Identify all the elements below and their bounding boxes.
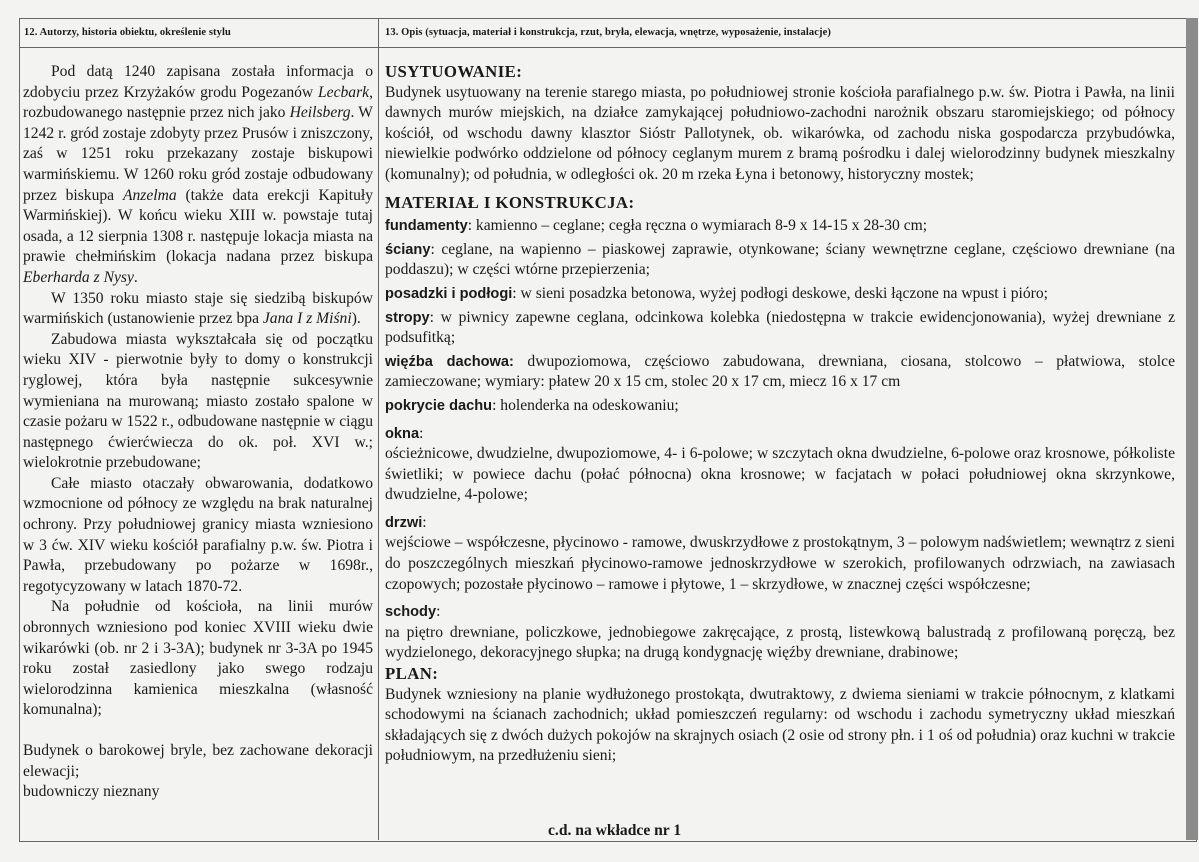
history-paragraph-2: W 1350 roku miasto staje się siedzibą biskupów warmińskich (ustanowienie przez bpa Jana I z Miśni). [23, 289, 373, 328]
material-heading: MATERIAŁ I KONSTRUKCJA: [385, 192, 635, 212]
schody-label: schody: [385, 603, 441, 621]
okna-text: ościeżnicowe, dwudzielne, dwupoziomowe, 4- i 6-polowe; w szczytach okna dwudzielne, 6-polowe oraz krosnowe, półkoliste świetliki; w powiece dachu (połać północna) okna krosnowe; w facjatach w połaci południowej okna skrzynkowe, dwudzielne, 4-polowe; [385, 445, 1175, 504]
column-divider [378, 18, 379, 840]
plan-heading: PLAN: [385, 664, 439, 684]
history-paragraph-1: Pod datą 1240 zapisana została informacja o zdobyciu przez Krzyżaków grodu Pogezanów Lecbark, rozbudowanego następnie przez nich jako Heilsberg. W 1242 r. gród zostaje zdobyty przez Prusów i zniszczony, zaś w 1251 roku przekazany zostaje biskupowi warmińskiemu. W 1260 roku gród zostaje odbudowany przez biskupa Anzelma (także data erekcji Kapituły Warmińskiej). W końcu wieku XIII w. powstaje tutaj osada, a 12 sierpnia 1308 r. następuje lokacja miasta na prawie chełmińskim (lokacja nadana przez biskupa Eberharda z Nysy. [23, 63, 374, 286]
material-item: pokrycie dachu: holenderka na odeskowaniu; [385, 396, 679, 414]
plan-text: Budynek wzniesiony na planie wydłużonego prostokąta, dwutraktowy, z dwiema sieniami w trakcie północnym, z klatkami schodowymi na ścianach zachodnich; układ pomieszczeń regularny: od wschodu i zachodu symetryczny układ mieszkań składających się z dwóch dużych pokojów na skrajnych osiach (2 osie od strony płn. i 1 oś od południa) oraz kuchni w trakcie południowym, na przedłużeniu sieni; [385, 685, 1175, 765]
history-paragraph-3: Zabudowa miasta wykształcała się od początku wieku XIV - pierwotnie były to domy o konstrukcji ryglowej, która była następnie sukcesywnie wymieniana na murowaną; miasto zostało spalone w czasie pożaru w 1522 r., odbudowane następnie w ciągu następnego ćwierćwiecza do ok. poł. XVI w.; wielokrotnie przebudowane; [23, 330, 373, 472]
history-paragraph-4: Całe miasto otaczały obwarowania, dodatkowo wzmocnione od północy ze względu na brak naturalnej ochrony. Przy południowej granicy miasta wzniesiono w 3 ćw. XIV wieku kościół parafialny p.w. św. Piotra i Pawła, przebudowany po pożarze w 1698r., regotycyzowany w latach 1870-72. [23, 474, 373, 595]
section-12-header: 12. Autorzy, historia obiektu, określenie stylu [24, 27, 231, 38]
description-column [385, 62, 1175, 767]
continued-note: c.d. na wkładce nr 1 [548, 822, 682, 839]
drzwi-text: wejściowe – współczesne, płycinowo - ramowe, dwuskrzydłowe z prostokątnym, 3 – polowym nadświetlem; wewnątrz z sieni do poszczególnych mieszkań płycinowo-ramowe jednoskrzydłowe w szerokich, profilowanych odrzwiach, na zawiasach czopowych; pozostałe płycinowo – ramowe i płytowe, 1 – skrzydłowe, w znacznej części współczesne; [385, 534, 1175, 593]
scan-edge [1186, 18, 1198, 840]
usytuowanie-text: Budynek usytuowany na terenie starego miasta, po południowej stronie kościoła parafialnego p.w. św. Piotra i Pawła, na linii dawnych murów miejskich, na działce zamykającej południowo-zachodni narożnik obszaru staromiejskiego; od północy kościół, od wschodu dawny klasztor Sióstr Pallotynek, ob. wikarówka, od zachodu niska gospodarcza przybudówka, niewielkie podwórko oddzielone od północy ceglanym murem z bramą pośrodku i dalej wielorodzinny budynek mieszkalny (komunalny); od południa, w odległości ok. 20 m rzeka Łyna i betonowy, historyczny mostek; [385, 83, 1175, 183]
material-item: fundamenty: kamienno – ceglane; cegła ręczna o wymiarach 8-9 x 14-15 x 28-30 cm; [385, 217, 928, 235]
material-item: więźba dachowa: dwupoziomowa, częściowo zabudowana, drewniana, ciosana, stolcowo – płatwiowa, stolce zamieczowane; wymiary: płatew 20 x 15 cm, stolec 20 x 17 cm, miecz 16 x 17 cm [385, 352, 1175, 391]
okna-label: okna: [385, 424, 424, 442]
drzwi-label: drzwi: [385, 513, 427, 531]
material-item: posadzki i podłogi: w sieni posadzka betonowa, wyżej podłogi deskowe, deski łączone na wpust i pióro; [385, 284, 1048, 302]
history-column [23, 62, 373, 803]
section-13-header: 13. Opis (sytuacja, materiał i konstrukcja, rzut, bryła, elewacja, wnętrze, wyposażenie, instalacje) [385, 27, 831, 38]
material-item: ściany: ceglane, na wapienno – piaskowej zaprawie, otynkowane; ściany wewnętrzne ceglane, częściowo drewniane (na poddaszu); w części wtórne przepierzenia; [385, 240, 1175, 279]
architect-note: budowniczy nieznany [23, 783, 160, 801]
history-paragraph-5: Na południe od kościoła, na linii murów obronnych wzniesiono pod koniec XVIII wieku dwie wikarówki (ob. nr 2 i 3-3A); budynek nr 3-3A po 1945 roku został zasiedlony jako swego rodzaju wielorodzinna kamienica mieszkalna (własność komunalna); [23, 598, 373, 719]
usytuowanie-heading: USYTUOWANIE: [385, 62, 523, 81]
schody-text: na piętro drewniane, policzkowe, jednobiegowe zakręcające, z prostą, listewkową balustradą z profilowaną poręczą, bez wydzielonego, dekoracyjnego słupka; na drugą kondygnację więźby drewniane, drabinowe; [385, 623, 1175, 662]
style-note: Budynek o barokowej bryle, bez zachowane dekoracji elewacji; [23, 742, 373, 780]
header-divider [19, 47, 1195, 48]
material-item: stropy: w piwnicy zapewne ceglana, odcinkowa kolebka (niedostępna w trakcie ewidencjonowania), wyżej drewniane z podsufitką; [385, 308, 1175, 347]
